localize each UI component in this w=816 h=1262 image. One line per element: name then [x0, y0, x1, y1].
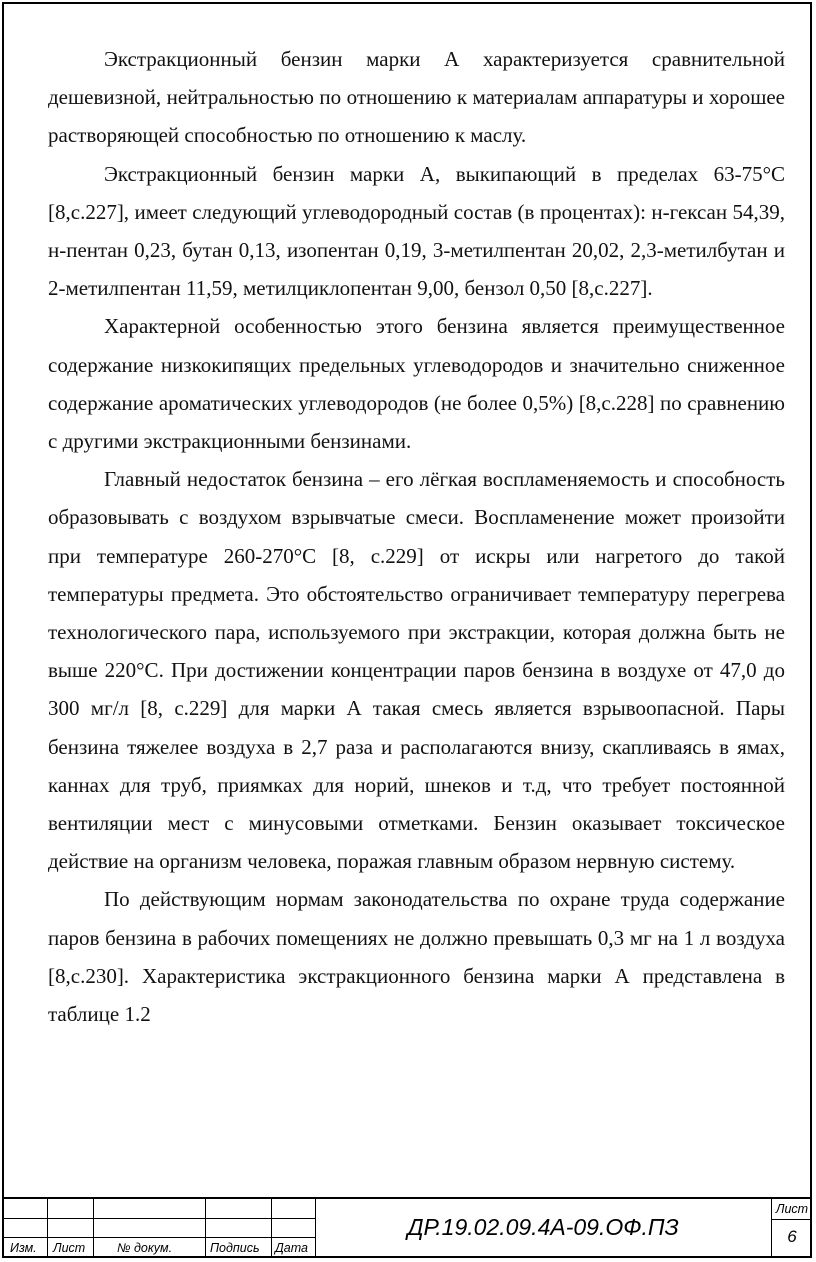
paragraph-1: Экстракционный бензин марки А характеризуется сравнительной дешевизной, нейтральностью по отношению к материалам аппаратуры и хорошее растворяющей способностью по отношению к маслу.	[48, 47, 785, 148]
paragraph-4: Главный недостаток бензина – его лёгкая воспламеняемость и способность образовывать с воздухом взрывчатые смеси. Воспламенение может произойти при температуре 260-270°С [8, с.229] от искры или нагретого до такой температуры предмета. Это обстоятельство ограничивает температуру перегрева технологического пара, используемого при экстракции, которая должна быть не выше 220°С. При достижении концентрации паров бензина в воздухе от 47,0 до 300 мг/л [8, с.229] для марки А такая смесь является взрывоопасной. Пары бензина тяжелее воздуха в 2,7 раза и располагаются внизу, скапливаясь в ямах, каннах для труб, приямках для норий, шнеков и т.д, что требует постоянной вентиляции мест с минусовыми отметками. Бензин оказывает токсическое действие на организм человека, поражая главным образом нервную систему.	[48, 467, 785, 874]
title-block-divider	[271, 1199, 272, 1256]
sheet-label: Лист	[775, 1202, 809, 1216]
paragraph-5: По действующим нормам законодательства по охране труда содержание паров бензина в рабочих помещениях не должно превышать 0,3 мг на 1 л воздуха [8,с.230]. Характеристика экстракционного бензина марки А представлена в таблице 1.2	[48, 887, 785, 1027]
title-block-row-line	[771, 1219, 810, 1220]
page-frame	[2, 2, 812, 1258]
paragraph-2: Экстракционный бензин марки А, выкипающий в пределах 63-75°С [8,с.227], имеет следующий углеводородный состав (в процентах): н-гексан 54,39, н-пентан 0,23, бутан 0,13, изопентан 0,19, 3-метилпентан 20,02, 2,3-метилбутан и 2-метилпентан 11,59, метилциклопентан 9,00, бензол 0,50 [8,с.227].	[48, 161, 785, 301]
title-block-row-line	[4, 1237, 315, 1238]
document-code: ДР.19.02.09.4А-09.ОФ.ПЗ	[407, 1214, 679, 1240]
paragraph-3: Характерной особенностью этого бензина является преимущественное содержание низкокипящих предельных углеводородов и значительно сниженное содержание ароматических углеводородов (не более 0,5%) [8,с.228] по сравнению с другими экстракционными бензинами.	[48, 314, 785, 454]
title-block-row-line	[4, 1218, 315, 1219]
label-izm: Изм.	[10, 1241, 37, 1255]
label-dokum: № докум.	[117, 1241, 173, 1255]
title-block-divider	[771, 1199, 772, 1256]
label-data: Дата	[275, 1241, 308, 1255]
label-list: Лист	[53, 1241, 86, 1255]
document-body	[48, 40, 785, 1033]
sheet-number: 6	[787, 1227, 797, 1246]
label-podpis: Подпись	[210, 1241, 260, 1255]
title-block-divider	[47, 1199, 48, 1256]
title-block-divider	[205, 1199, 206, 1256]
title-block-divider	[93, 1199, 94, 1256]
title-block	[4, 1197, 810, 1256]
